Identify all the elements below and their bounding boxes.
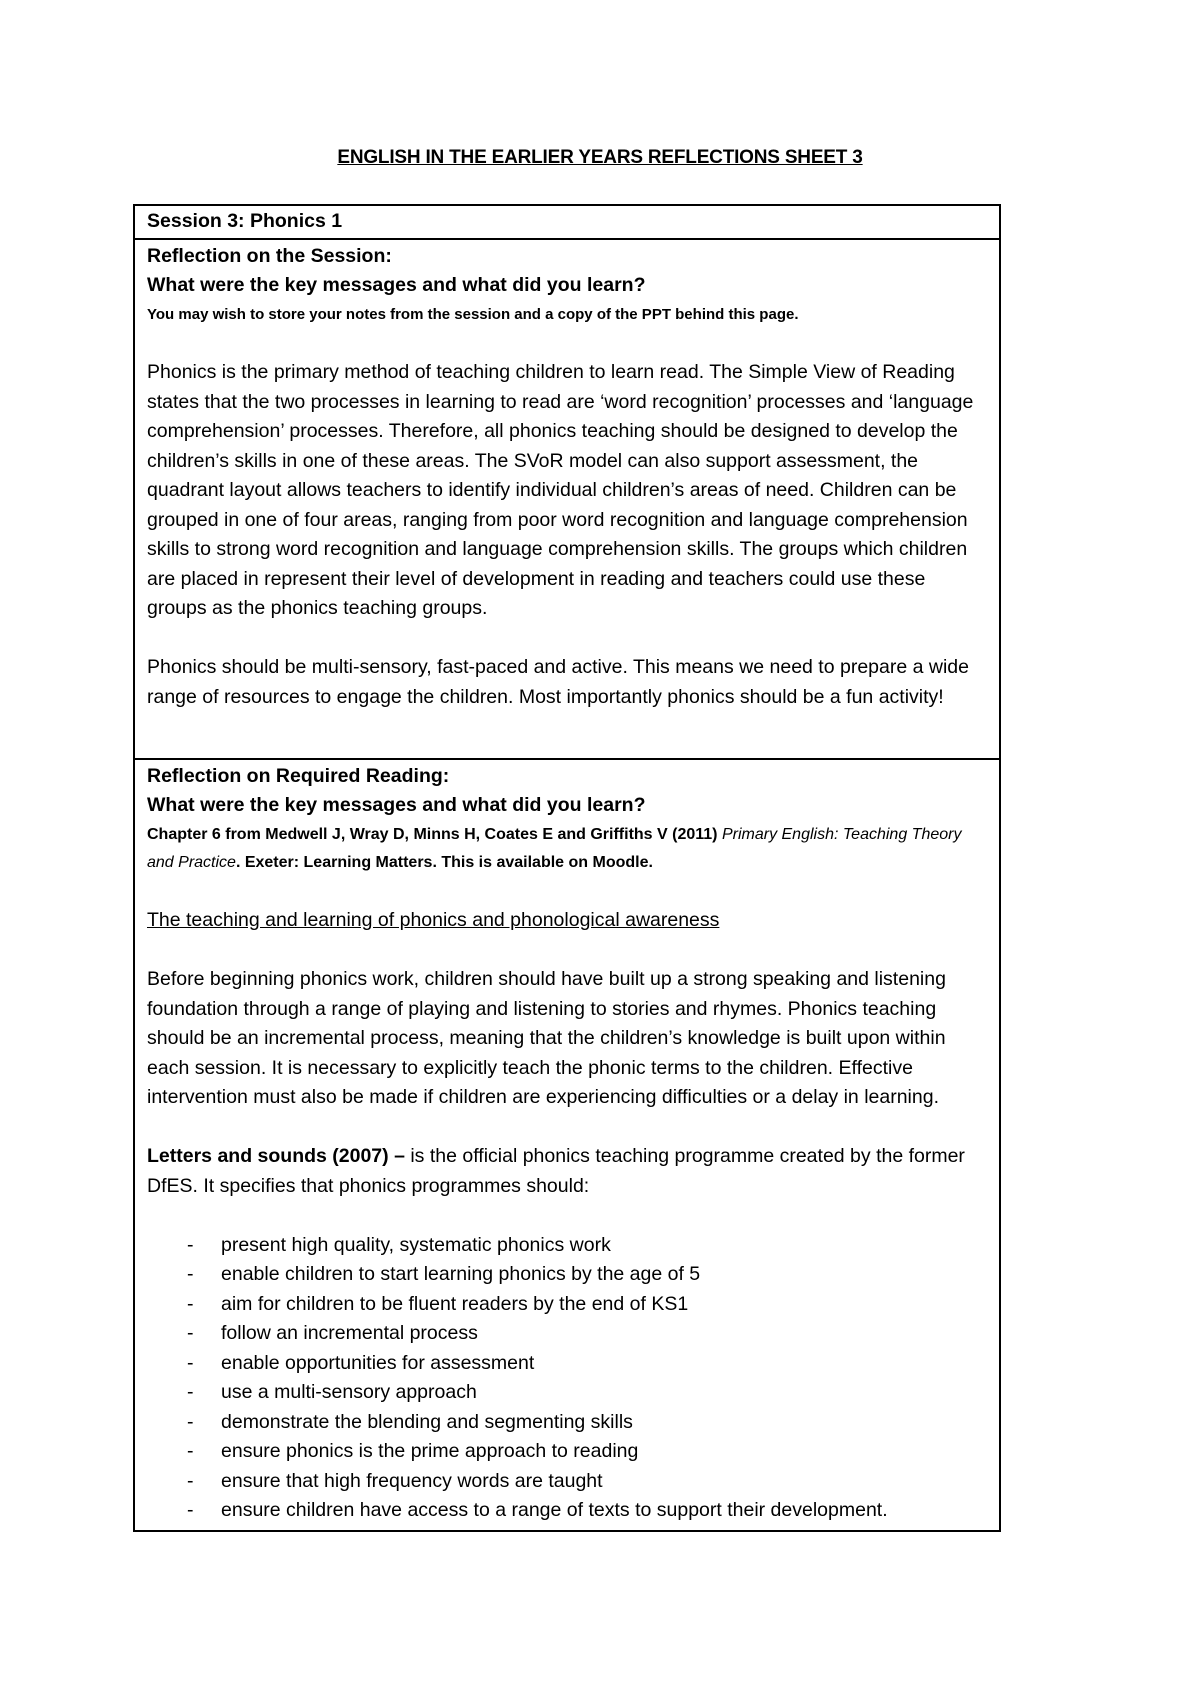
list-item: [187, 1319, 987, 1349]
programme-requirements-list: [147, 1231, 987, 1526]
list-item-text: follow an incremental process: [221, 1322, 478, 1344]
reading-reflection-heading: Reflection on Required Reading:: [147, 764, 450, 787]
list-item: [187, 1378, 987, 1408]
reading-citation: [147, 821, 987, 877]
reading-reflection-cell[interactable]: [135, 760, 999, 1530]
letters-and-sounds-text: is the official phonics teaching programme created by the former DfES. It specifies that phonics programmes should:: [147, 1145, 965, 1197]
dash-marker: -: [187, 1410, 194, 1433]
list-item-text: enable children to start learning phonics by the age of 5: [221, 1263, 701, 1285]
dash-marker: -: [187, 1292, 194, 1315]
reading-subheading: The teaching and learning of phonics and phonological awareness: [147, 909, 720, 931]
session-reflection-paragraph-2: Phonics should be multi-sensory, fast-paced and active. This means we need to prepare a wide range of resources to engage the children. Most importantly phonics should be a fun activity!: [147, 656, 969, 708]
dash-marker: -: [187, 1351, 194, 1374]
list-item-text: aim for children to be fluent readers by the end of KS1: [221, 1292, 689, 1315]
session-header: Session 3: Phonics 1: [135, 206, 999, 240]
page-title: ENGLISH IN THE EARLIER YEARS REFLECTIONS SHEET 3: [337, 147, 863, 168]
list-item: [187, 1437, 987, 1467]
list-item: [187, 1496, 987, 1526]
citation-text-1: Chapter 6 from Medwell J, Wray D, Minns H, Coates E and Griffiths V (2011): [147, 825, 722, 843]
letters-and-sounds-paragraph: [147, 1142, 987, 1201]
list-item: [187, 1349, 987, 1379]
reading-paragraph-1: Before beginning phonics work, children should have built up a strong speaking and listening foundation through a range of playing and listening to stories and rhymes. Phonics teaching should be an incremental process, meaning that the children’s knowledge is built upon within each session. It is necessary to explicitly teach the phonic terms to the children. Effective intervention must also be made if children are experiencing difficulties or a delay in learning.: [147, 968, 946, 1108]
citation-text-2: . Exeter: Learning Matters. This is available on Moodle.: [235, 853, 653, 871]
list-item-text: use a multi-sensory approach: [221, 1381, 477, 1403]
list-item: [187, 1231, 987, 1261]
reading-reflection-question: What were the key messages and what did you learn?: [147, 794, 646, 816]
list-item: [187, 1290, 987, 1320]
session-reflection-heading: Reflection on the Session:: [147, 244, 392, 267]
session-reflection-paragraph-1: Phonics is the primary method of teaching children to learn read. The Simple View of Reading states that the two processes in learning to read are ‘word recognition’ processes and ‘language comprehension’ processes. Therefore, all phonics teaching should be designed to develop the children’s skills in one of these areas. The SVoR model can also support assessment, the quadrant layout allows teachers to identify individual children’s areas of need. Children can be grouped in one of four areas, ranging from poor word recognition and language comprehension skills to strong word recognition and language comprehension skills. The groups which children are placed in represent their level of development in reading and teachers could use these groups as the phonics teaching groups.: [147, 361, 974, 619]
list-item-text: demonstrate the blending and segmenting skills: [221, 1410, 633, 1433]
dash-marker: -: [187, 1233, 194, 1256]
dash-marker: -: [187, 1469, 194, 1492]
session-reflection-cell[interactable]: [135, 240, 999, 760]
dash-marker: -: [187, 1381, 194, 1403]
list-item-text: enable opportunities for assessment: [221, 1351, 535, 1374]
dash-marker: -: [187, 1440, 194, 1462]
list-item-text: ensure phonics is the prime approach to reading: [221, 1440, 639, 1462]
session-reflection-note: You may wish to store your notes from the session and a copy of the PPT behind this page.: [147, 305, 799, 323]
dash-marker: -: [187, 1322, 194, 1344]
list-item: [187, 1467, 987, 1497]
letters-and-sounds-label: Letters and sounds (2007) –: [147, 1145, 405, 1167]
list-item: [187, 1408, 987, 1438]
list-item-text: ensure that high frequency words are taught: [221, 1469, 603, 1492]
session-reflection-question: What were the key messages and what did you learn?: [147, 274, 646, 296]
list-item-text: present high quality, systematic phonics work: [221, 1233, 611, 1256]
dash-marker: -: [187, 1263, 194, 1285]
dash-marker: -: [187, 1499, 194, 1521]
reflections-table: [133, 204, 1001, 1532]
list-item: [187, 1260, 987, 1290]
citation-book-title: Primary English: Teaching Theory and Practice: [147, 825, 962, 871]
list-item-text: ensure children have access to a range of texts to support their development.: [221, 1499, 888, 1521]
